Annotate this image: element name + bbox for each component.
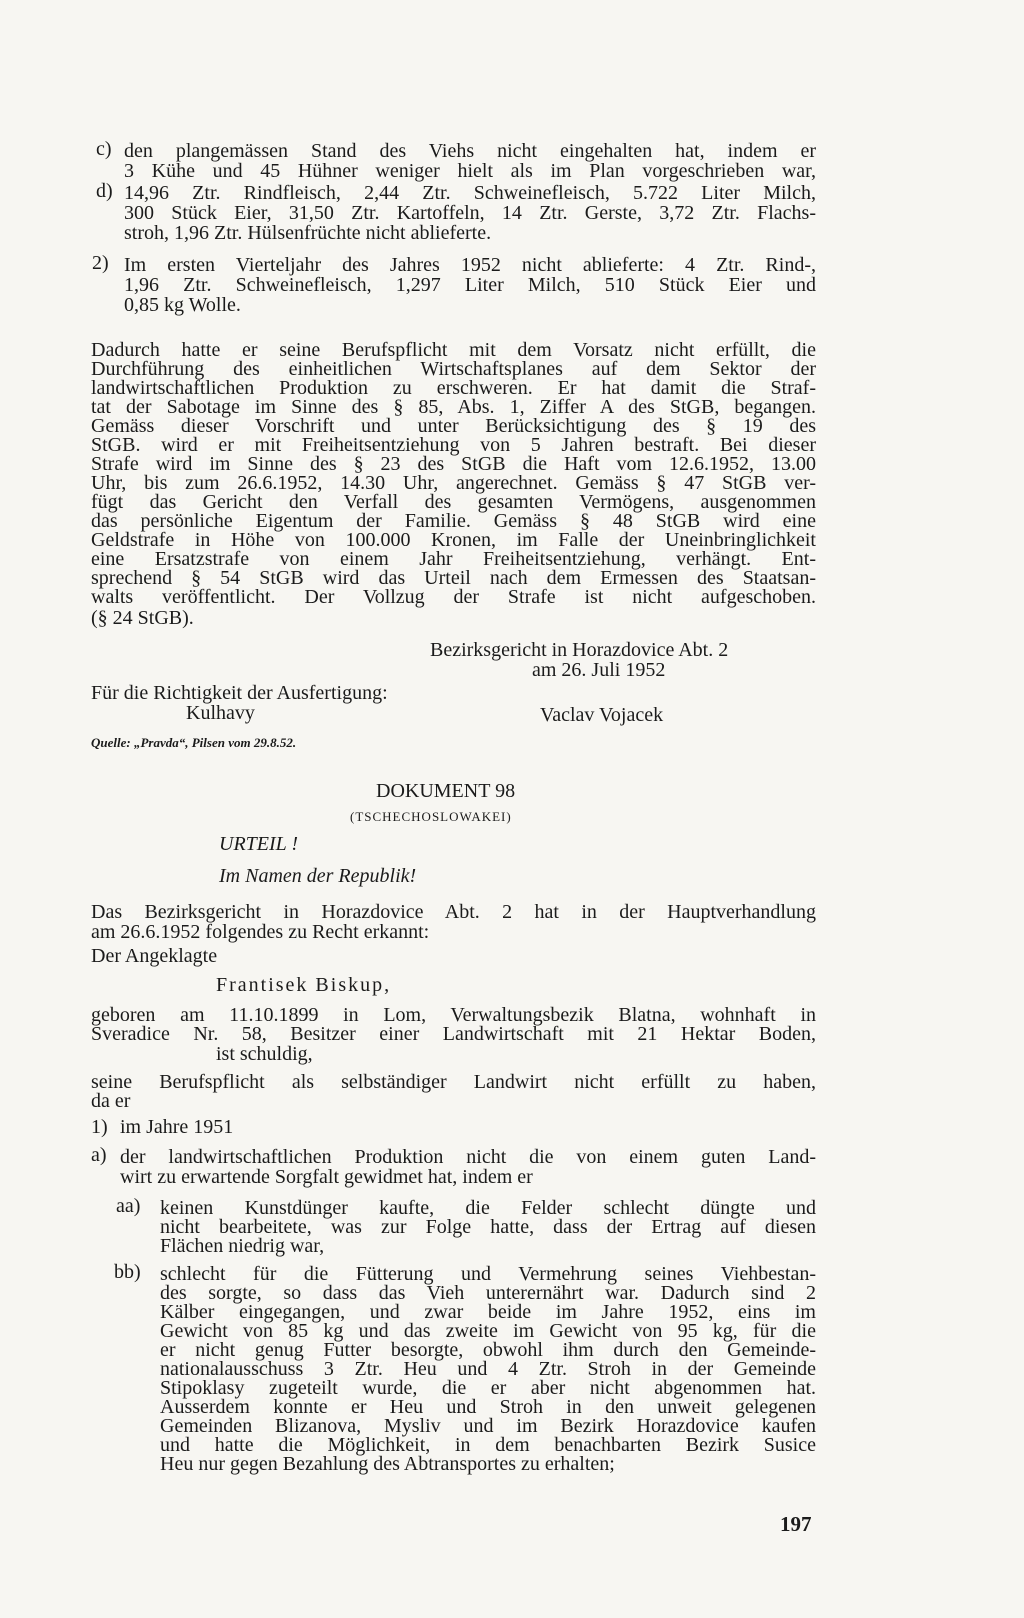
item-a-line: der landwirtschaftlichen Produktion nicht die von einem guten Land- <box>120 1146 816 1168</box>
text-line: StGB. wird er mit Freiheitsentziehung von 5 Jahren bestraft. Bei dieser <box>91 434 816 456</box>
text-line: und hatte die Möglichkeit, in dem benachbarten Bezirk Susice <box>160 1434 816 1456</box>
text-line: stroh, 1,96 Ztr. Hülsenfrüchte nicht ablieferte. <box>124 222 492 244</box>
text-line: Gemeinden Blizanova, Mysliv und im Bezirk Horazdovice kaufen <box>160 1415 816 1437</box>
birth-line: geboren am 11.10.1899 in Lom, Verwaltungsbezik Blatna, wohnhaft in <box>91 1004 816 1026</box>
text-line: Gemäss dieser Vorschrift und unter Berücksichtigung des § 19 des <box>91 415 816 437</box>
text-line: Geldstrafe in Höhe von 100.000 Kronen, im Falle der Uneinbringlichkeit <box>91 529 816 551</box>
item-label-bb: bb) <box>114 1261 141 1283</box>
text-line: eine Ersatzstrafe von einem Jahr Freiheitsentziehung, verhängt. Ent- <box>91 548 816 570</box>
intro-line: am 26.6.1952 folgendes zu Recht erkannt: <box>91 921 430 943</box>
item-aa-line: nicht bearbeitete, was zur Folge hatte, dass der Ertrag auf diesen <box>160 1216 816 1238</box>
text-line: 1,96 Ztr. Schweinefleisch, 1,297 Liter Milch, 510 Stück Eier und <box>124 274 816 296</box>
item-label-a: a) <box>91 1144 107 1166</box>
item-aa-line: keinen Kunstdünger kaufte, die Felder schlecht düngte und <box>160 1197 816 1219</box>
year-text: im Jahre 1951 <box>120 1116 234 1138</box>
text-line: Uhr, bis zum 26.6.1952, 14.30 Uhr, angerechnet. Gemäss § 47 StGB ver- <box>91 472 816 494</box>
item-label-d: d) <box>96 180 113 202</box>
text-line: (§ 24 StGB). <box>91 607 194 629</box>
document-title: DOKUMENT 98 <box>376 780 516 802</box>
judge-name: Vaclav Vojacek <box>540 704 664 726</box>
certification-line: Für die Richtigkeit der Ausfertigung: <box>91 682 388 704</box>
guilty-line: ist schuldig, <box>216 1043 313 1065</box>
item-label-aa: aa) <box>116 1195 141 1217</box>
text-line: Durchführung des einheitlichen Wirtschaftsplanes auf dem Sektor der <box>91 358 816 380</box>
text-line: 14,96 Ztr. Rindfleisch, 2,44 Ztr. Schweinefleisch, 5.722 Liter Milch, <box>124 182 816 204</box>
verdict-heading: URTEIL ! <box>219 833 299 855</box>
text-line: Kälber eingegangen, und zwar beide im Jahre 1952, eins im <box>160 1301 816 1323</box>
text-line: 0,85 kg Wolle. <box>124 294 241 316</box>
text-line: Strafe wird im Sinne des § 23 des StGB die Haft vom 12.6.1952, 13.00 <box>91 453 816 475</box>
text-line: Im ersten Vierteljahr des Jahres 1952 nicht ablieferte: 4 Ztr. Rind-, <box>124 254 816 276</box>
text-line: Ausserdem konnte er Heu und Stroh in den unweit gelegenen <box>160 1396 816 1418</box>
item-aa-line: Flächen niedrig war, <box>160 1235 325 1257</box>
text-line: den plangemässen Stand des Viehs nicht eingehalten hat, indem er <box>124 140 816 162</box>
duty-line: seine Berufspflicht als selbständiger Landwirt nicht erfüllt zu haben, <box>91 1071 816 1093</box>
duty-line: da er <box>91 1090 131 1112</box>
accused-name: Frantisek Biskup, <box>216 974 392 996</box>
clerk-name: Kulhavy <box>186 702 255 724</box>
judgment-date: am 26. Juli 1952 <box>532 659 666 681</box>
text-line: Gewicht von 85 kg und das zweite im Gewicht von 95 kg, für die <box>160 1320 816 1342</box>
year-label: 1) <box>91 1116 108 1138</box>
text-line: 3 Kühe und 45 Hühner weniger hielt als im Plan vorgeschrieben war, <box>124 160 816 182</box>
text-line: Dadurch hatte er seine Berufspflicht mit dem Vorsatz nicht erfüllt, die <box>91 339 816 361</box>
item-label-c: c) <box>96 138 112 160</box>
text-line: des sorgte, so dass das Vieh unterernährt war. Dadurch sind 2 <box>160 1282 816 1304</box>
item-a-line: wirt zu erwartende Sorgfalt gewidmet hat, indem er <box>120 1166 533 1188</box>
item-label-2: 2) <box>92 252 109 274</box>
text-line: fügt das Gericht den Verfall des gesamten Vermögens, ausgenommen <box>91 491 816 513</box>
republic-heading: Im Namen der Republik! <box>219 865 417 887</box>
page-number: 197 <box>780 1512 812 1536</box>
birth-line: Sveradice Nr. 58, Besitzer einer Landwirtschaft mit 21 Hektar Boden, <box>91 1023 816 1045</box>
text-line: tat der Sabotage im Sinne des § 85, Abs. 1, Ziffer A des StGB, begangen. <box>91 396 816 418</box>
text-line: 300 Stück Eier, 31,50 Ztr. Kartoffeln, 14 Ztr. Gerste, 3,72 Ztr. Flachs- <box>124 202 816 224</box>
accused-label: Der Angeklagte <box>91 945 218 967</box>
document-country: (TSCHECHOSLOWAKEI) <box>350 809 512 824</box>
text-line: nationalausschuss 3 Ztr. Heu und 4 Ztr. Stroh in der Gemeinde <box>160 1358 816 1380</box>
text-line: schlecht für die Fütterung und Vermehrung seines Viehbestan- <box>160 1263 816 1285</box>
text-line: landwirtschaftlichen Produktion zu erschweren. Er hat damit die Straf- <box>91 377 816 399</box>
source-citation: Quelle: „Pravda“, Pilsen vom 29.8.52. <box>91 735 297 750</box>
text-line: walts veröffentlicht. Der Vollzug der Strafe ist nicht aufgeschoben. <box>91 586 816 608</box>
text-line: er nicht genug Futter besorgte, obwohl ihm durch den Gemeinde- <box>160 1339 816 1361</box>
text-line: sprechend § 54 StGB wird das Urteil nach dem Ermessen des Staatsan- <box>91 567 816 589</box>
text-line: das persönliche Eigentum der Familie. Gemäss § 48 StGB wird eine <box>91 510 816 532</box>
court-name: Bezirksgericht in Horazdovice Abt. 2 <box>430 639 729 661</box>
text-line: Stipoklasy zugeteilt wurde, die er aber nicht abgenommen hat. <box>160 1377 816 1399</box>
text-line: Heu nur gegen Bezahlung des Abtransportes zu erhalten; <box>160 1453 615 1475</box>
intro-line: Das Bezirksgericht in Horazdovice Abt. 2 hat in der Hauptverhandlung <box>91 901 816 923</box>
